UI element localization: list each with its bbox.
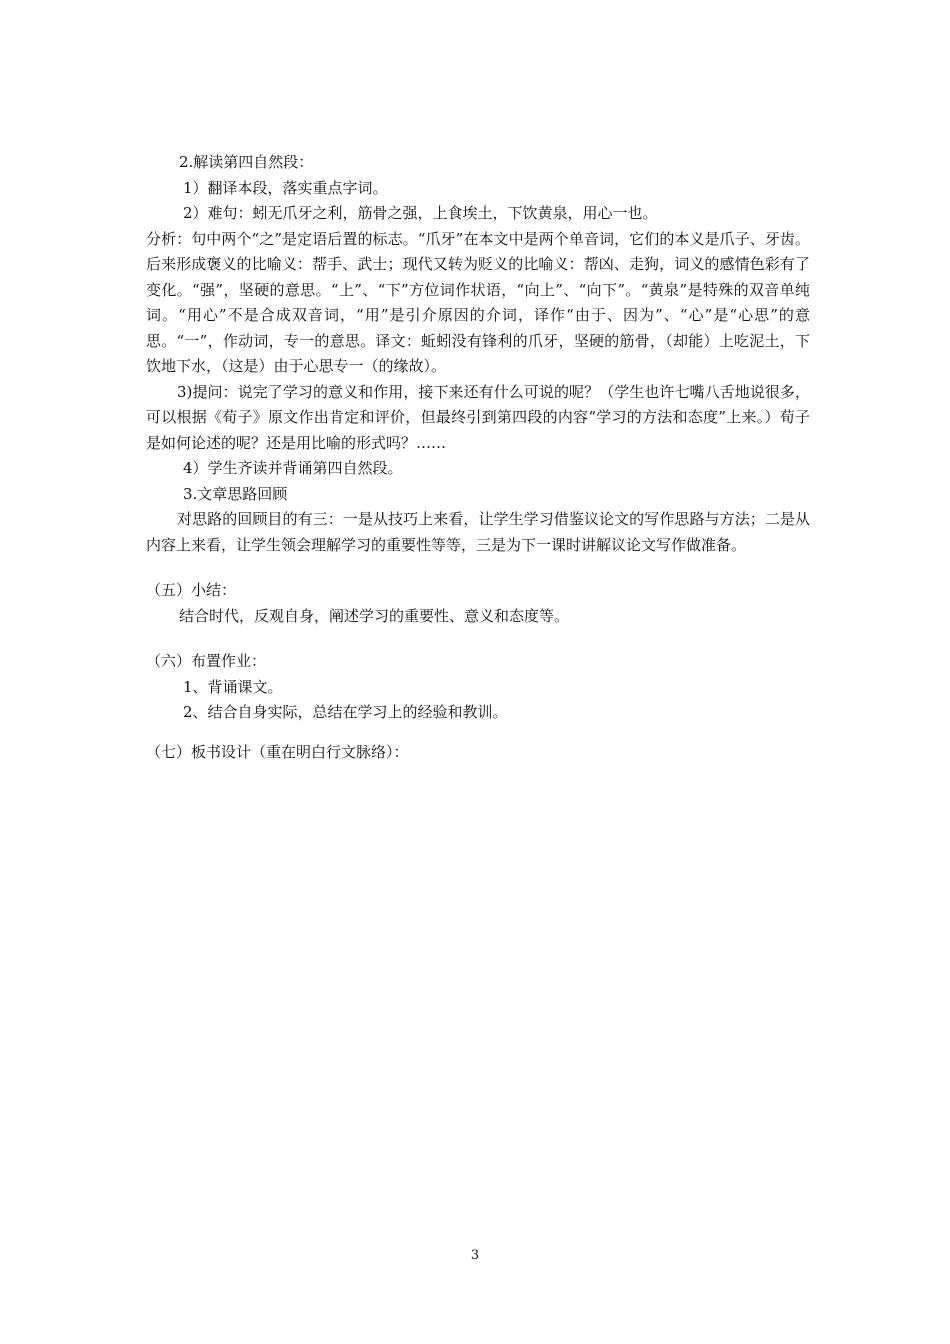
review-body: 对思路的回顾目的有三：一是从技巧上来看，让学生学习借鉴议论文的写作思路与方法；二是从内容上来看，让学生领会理解学习的重要性等等，三是为下一课时讲解议论文写作做准备。 <box>146 510 810 554</box>
summary-heading: （五）小结： <box>146 581 237 599</box>
document-body <box>146 150 810 765</box>
page-number: 3 <box>470 1248 480 1263</box>
reading-item-1: 1）翻译本段，落实重点字词。 <box>183 178 388 197</box>
homework-item-1: 1、背诵课文。 <box>183 677 283 696</box>
homework-item-2: 2、结合自身实际，总结在学习上的经验和教训。 <box>183 703 508 721</box>
reading-item-3: 3)提问：说完了学习的意义和作用，接下来还有什么可说的呢？（学生也许七嘴八舌地说很多，可以根据《荀子》原文作出肯定和评价，但最终引到第四段的内容“学习的方法和态度”上来。）荀子是如何论述的呢？还是用比喻的形式吗？…… <box>146 382 810 452</box>
board-design-heading: （七）板书设计（重在明白行文脉络）： <box>146 742 409 761</box>
reading-heading: 2.解读第四自然段： <box>179 153 314 171</box>
review-heading: 3.文章思路回顾 <box>183 484 288 503</box>
reading-item-2: 2）难句：蚓无爪牙之利，筋骨之强，上食埃土，下饮黄泉，用心一也。 <box>183 204 658 222</box>
summary-body: 结合时代，反观自身，阐述学习的重要性、意义和态度等。 <box>179 606 570 625</box>
reading-item-4: 4）学生齐读并背诵第四自然段。 <box>183 459 403 477</box>
reading-analysis: 分析：句中两个“之”是定语后置的标志。“爪牙”在本文中是两个单音词，它们的本义是爪子、牙齿。后来形成褒义的比喻义：帮手、武士；现代又转为贬义的比喻义：帮凶、走狗，词义的感情色彩有了变化。“强”，坚硬的意思。“上”、“下”方位词作状语，“向上”、“向下”。“黄泉”是特殊的双音单纯词。“用心”不是合成双音词，“用”是引介原因的介词，译作“由于、因为”、“心”是“心思”的意思。“一”，作动词，专一的意思。译文：蚯蚓没有锋利的爪牙，坚硬的筋骨，（却能）上吃泥土，下饮地下水，（这是）由于心思专一（的缘故）。 <box>146 229 810 375</box>
homework-heading: （六）布置作业： <box>146 652 267 670</box>
